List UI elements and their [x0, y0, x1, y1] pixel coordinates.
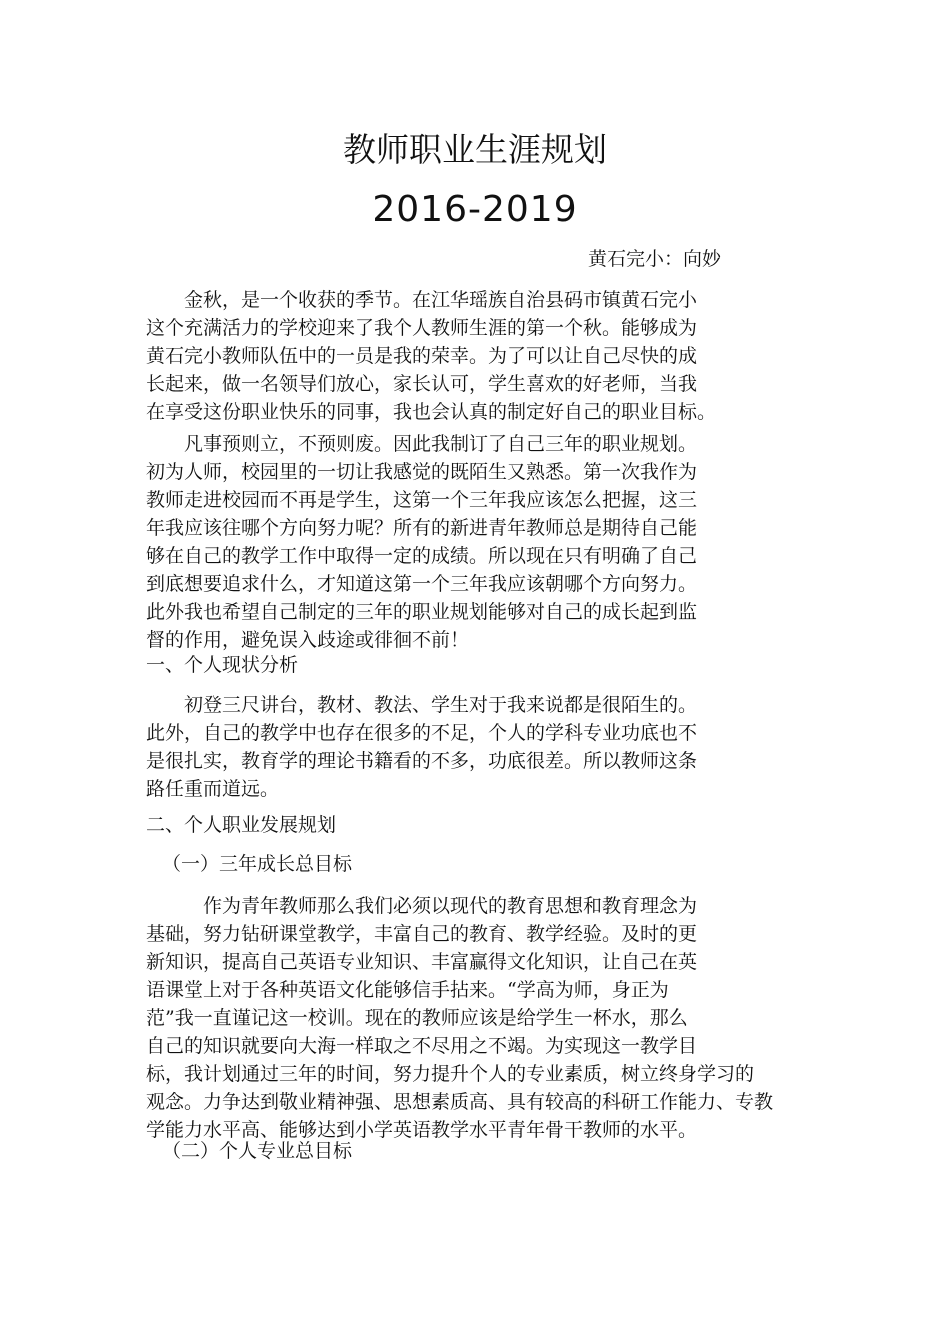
text-line: 此外，自己的教学中也存在很多的不足，个人的学科专业功底也不	[146, 722, 698, 744]
text-line: 年我应该往哪个方向努力呢？所有的新进青年教师总是期待自己能	[146, 517, 698, 539]
paragraph-status	[146, 691, 806, 803]
text-line: 自己的知识就要向大海一样取之不尽用之不竭。为实现这一教学目	[146, 1035, 698, 1057]
text-line: 作为青年教师那么我们必须以现代的教育思想和教育理念为	[146, 895, 698, 917]
text-line: 教师走进校园而不再是学生，这第一个三年我应该怎么把握，这三	[146, 489, 698, 511]
text-line: 基础，努力钻研课堂教学，丰富自己的教育、教学经验。及时的更	[146, 923, 698, 945]
subsection-heading-goal: （一）三年成长总目标	[162, 853, 353, 875]
text-line: 标，我计划通过三年的时间，努力提升个人的专业素质，树立终身学习的	[146, 1063, 755, 1085]
text-line: 初登三尺讲台，教材、教法、学生对于我来说都是很陌生的。	[146, 694, 698, 716]
section-heading-development: 二、个人职业发展规划	[146, 814, 337, 836]
document-year-range: 2016-2019	[372, 189, 578, 230]
paragraph-goal	[146, 892, 806, 1144]
text-line: 够在自己的教学工作中取得一定的成绩。所以现在只有明确了自己	[146, 545, 698, 567]
text-line: 凡事预则立，不预则废。因此我制订了自己三年的职业规划。	[146, 433, 698, 455]
text-line: 初为人师，校园里的一切让我感觉的既陌生又熟悉。第一次我作为	[146, 461, 698, 483]
subsection-heading-professional: （二）个人专业总目标	[162, 1140, 353, 1162]
section-heading-status: 一、个人现状分析	[146, 654, 299, 676]
text-line: 这个充满活力的学校迎来了我个人教师生涯的第一个秋。能够成为	[146, 317, 698, 339]
text-line: 金秋，是一个收获的季节。在江华瑶族自治县码市镇黄石完小	[146, 289, 698, 311]
text-line: 黄石完小教师队伍中的一员是我的荣幸。为了可以让自己尽快的成	[146, 345, 698, 367]
paragraph-intro	[146, 286, 806, 426]
text-line: 学能力水平高、能够达到小学英语教学水平青年骨干教师的水平。	[146, 1119, 698, 1141]
author-line: 黄石完小：向妙	[588, 248, 722, 270]
text-line: 是很扎实，教育学的理论书籍看的不多，功底很差。所以教师这条	[146, 750, 698, 772]
text-line: 范”我一直谨记这一校训。现在的教师应该是给学生一杯水，那么	[146, 1007, 688, 1029]
text-line: 长起来，做一名领导们放心，家长认可，学生喜欢的好老师，当我	[146, 373, 698, 395]
text-line: 语课堂上对于各种英语文化能够信手拈来。“学高为师，身正为	[146, 979, 669, 1001]
text-line: 此外我也希望自己制定的三年的职业规划能够对自己的成长起到监	[146, 601, 698, 623]
text-line: 观念。力争达到敬业精神强、思想素质高、具有较高的科研工作能力、专教	[146, 1091, 774, 1113]
text-line: 督的作用，避免误入歧途或徘徊不前！	[146, 629, 470, 651]
text-line: 路任重而道远。	[146, 778, 280, 800]
paragraph-planning	[146, 430, 806, 654]
text-line: 到底想要追求什么，才知道这第一个三年我应该朝哪个方向努力。	[146, 573, 698, 595]
document-title: 教师职业生涯规划	[343, 130, 607, 169]
text-line: 在享受这份职业快乐的同事，我也会认真的制定好自己的职业目标。	[146, 401, 717, 423]
text-line: 新知识，提高自己英语专业知识、丰富赢得文化知识，让自己在英	[146, 951, 698, 973]
